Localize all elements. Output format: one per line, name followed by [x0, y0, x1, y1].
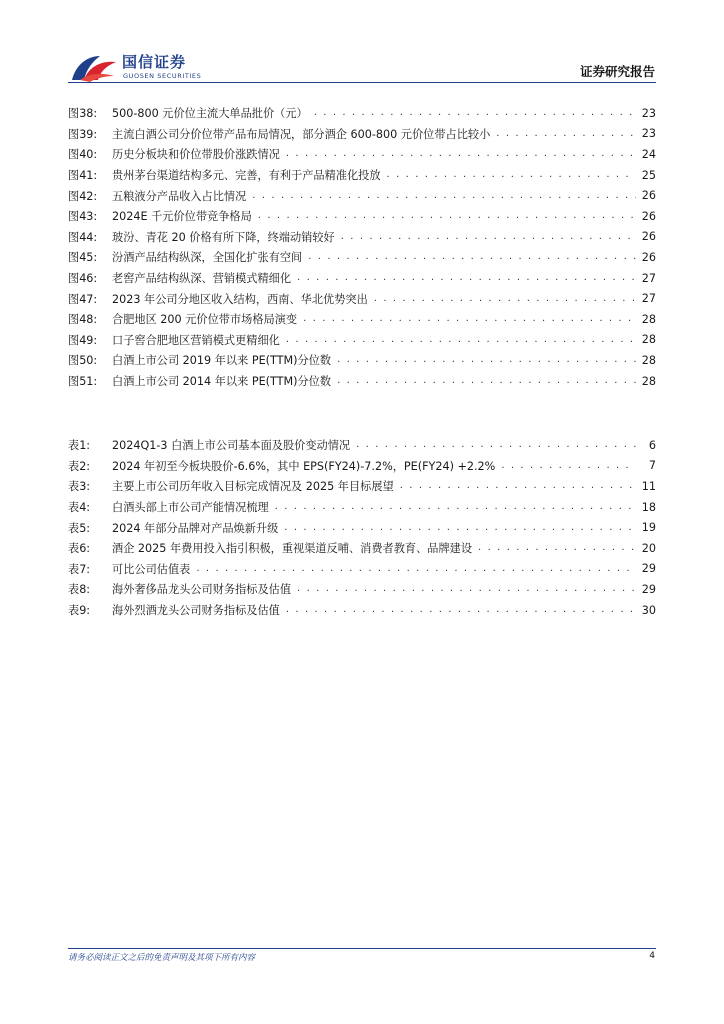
dot-leader [496, 129, 635, 139]
entry-title: 主要上市公司历年收入目标完成情况及 2025 年目标展望 [112, 480, 394, 494]
dot-leader [400, 481, 636, 491]
dot-leader [356, 440, 636, 450]
dot-leader [387, 170, 636, 180]
dot-leader [501, 461, 636, 471]
toc-entry-table[interactable] [68, 600, 656, 621]
entry-label: 表6: [68, 542, 91, 556]
toc-entry-table[interactable] [68, 435, 656, 456]
entry-page: 24 [641, 147, 656, 161]
entry-label: 表1: [68, 439, 91, 453]
toc-entry-figure[interactable] [68, 165, 656, 186]
entry-title: 500-800 元价位主流大单品批价（元） [112, 107, 308, 121]
toc-entry-table[interactable] [68, 579, 656, 600]
entry-page: 23 [641, 106, 656, 120]
entry-label: 表2: [68, 459, 91, 473]
entry-label: 图49: [68, 333, 98, 347]
dot-leader [275, 502, 636, 512]
entry-page: 29 [641, 562, 656, 576]
entry-title: 2023 年公司分地区收入结构，西南、华北优势突出 [112, 292, 368, 306]
entry-title: 可比公司估值表 [112, 562, 191, 576]
entry-label: 图48: [68, 313, 98, 327]
entry-title: 口子窖合肥地区营销模式更精细化 [112, 333, 280, 347]
entry-page: 27 [641, 271, 656, 285]
entry-title: 酒企 2025 年费用投入指引积极，重视渠道反哺、消费者教育、品牌建设 [112, 542, 473, 556]
dot-leader [341, 232, 636, 242]
entry-page: 11 [641, 479, 656, 493]
toc-entry-table[interactable] [68, 456, 656, 477]
guosen-logo-icon [70, 50, 118, 84]
brand-name-cn: 国信证券 [122, 53, 187, 71]
header-divider [68, 82, 656, 83]
toc-entry-table[interactable] [68, 538, 656, 559]
toc-entry-figure[interactable] [68, 350, 656, 371]
entry-label: 图45: [68, 251, 98, 265]
dot-leader [284, 523, 635, 533]
entry-title: 老窖产品结构纵深、营销模式精细化 [112, 272, 292, 286]
entry-title: 海外烈酒龙头公司财务指标及估值 [112, 604, 280, 618]
entry-label: 图43: [68, 210, 98, 224]
entry-label: 图40: [68, 148, 98, 162]
page-header [0, 0, 724, 90]
toc-entry-figure[interactable] [68, 309, 656, 330]
page-number: 4 [649, 951, 655, 961]
entry-label: 图46: [68, 272, 98, 286]
entry-page: 26 [641, 250, 656, 264]
toc-entry-figure[interactable] [68, 371, 656, 392]
entry-title: 海外奢侈品龙头公司财务指标及估值 [112, 583, 292, 597]
entry-page: 7 [648, 459, 656, 473]
entry-label: 表5: [68, 521, 91, 535]
entry-page: 28 [641, 374, 656, 388]
entry-title: 合肥地区 200 元价位带市场格局演变 [112, 313, 298, 327]
toc-entry-table[interactable] [68, 517, 656, 538]
toc-entry-figure[interactable] [68, 206, 656, 227]
dot-leader [303, 314, 636, 324]
dot-leader [297, 584, 636, 594]
entry-page: 26 [641, 209, 656, 223]
entry-page: 25 [641, 168, 656, 182]
figure-list [68, 103, 656, 391]
entry-label: 表3: [68, 480, 91, 494]
entry-title: 玻汾、青花 20 价格有所下降，终端动销较好 [112, 230, 335, 244]
entry-title: 历史分板块和价位带股价涨跌情况 [112, 148, 280, 162]
dot-leader [337, 376, 636, 386]
toc-entry-table[interactable] [68, 559, 656, 580]
toc-entry-table[interactable] [68, 476, 656, 497]
entry-label: 图51: [68, 375, 98, 389]
dot-leader [374, 294, 636, 304]
entry-label: 表9: [68, 604, 91, 618]
entry-title: 白酒上市公司 2014 年以来 PE(TTM)分位数 [112, 375, 332, 389]
guosen-logo [70, 50, 210, 86]
entry-label: 图44: [68, 230, 98, 244]
entry-label: 表7: [68, 562, 91, 576]
dot-leader [286, 335, 636, 345]
toc-entry-figure[interactable] [68, 288, 656, 309]
toc-entry-figure[interactable] [68, 330, 656, 351]
dot-leader [478, 543, 636, 553]
dot-leader [308, 252, 636, 262]
entry-title: 主流白酒公司分价位带产品布局情况，部分酒企 600-800 元价位带占比较小 [112, 127, 491, 141]
entry-page: 19 [641, 521, 656, 535]
footer-disclaimer: 请务必阅读正文之后的免责声明及其项下所有内容 [68, 953, 256, 963]
dot-leader [286, 605, 636, 615]
report-type-label: 证券研究报告 [579, 64, 655, 79]
toc-entry-table[interactable] [68, 497, 656, 518]
toc-entry-figure[interactable] [68, 268, 656, 289]
entry-title: 2024 年初至今板块股价-6.6%，其中 EPS(FY24)-7.2%，PE(FY24) +2.2% [112, 459, 496, 473]
dot-leader [297, 273, 636, 283]
entry-page: 28 [641, 312, 656, 326]
entry-label: 图42: [68, 189, 98, 203]
entry-label: 图41: [68, 169, 98, 183]
entry-label: 图38: [68, 107, 98, 121]
toc-entry-figure[interactable] [68, 124, 656, 145]
entry-title: 汾酒产品结构纵深，全国化扩张有空间 [112, 251, 303, 265]
dot-leader [337, 355, 636, 365]
brand-name-en: GUOSEN SECURITIES [123, 72, 202, 80]
entry-page: 23 [641, 127, 656, 141]
entry-page: 27 [641, 292, 656, 306]
toc-entry-figure[interactable] [68, 227, 656, 248]
entry-page: 18 [641, 500, 656, 514]
dot-leader [196, 564, 635, 574]
entry-page: 20 [641, 541, 656, 555]
entry-label: 图47: [68, 292, 98, 306]
dot-leader [252, 191, 635, 201]
entry-page: 30 [641, 603, 656, 617]
footer-divider [68, 948, 656, 949]
entry-title: 白酒头部上市公司产能情况梳理 [112, 501, 269, 515]
entry-title: 2024E 千元价位带竞争格局 [112, 210, 252, 224]
entry-page: 26 [641, 230, 656, 244]
entry-page: 29 [641, 582, 656, 596]
entry-page: 6 [648, 438, 656, 452]
entry-title: 五粮液分产品收入占比情况 [112, 189, 247, 203]
entry-page: 26 [641, 189, 656, 203]
entry-label: 表4: [68, 501, 91, 515]
toc-entry-figure[interactable] [68, 247, 656, 268]
entry-title: 白酒上市公司 2019 年以来 PE(TTM)分位数 [112, 354, 332, 368]
entry-title: 2024 年部分品牌对产品焕新升级 [112, 521, 279, 535]
entry-label: 图50: [68, 354, 98, 368]
toc-entry-figure[interactable] [68, 144, 656, 165]
toc-entry-figure[interactable] [68, 103, 656, 124]
entry-label: 表8: [68, 583, 91, 597]
entry-title: 2024Q1-3 白酒上市公司基本面及股价变动情况 [112, 439, 351, 453]
table-list [68, 435, 656, 620]
entry-page: 28 [641, 353, 656, 367]
dot-leader [258, 211, 636, 221]
entry-label: 图39: [68, 127, 98, 141]
dot-leader [286, 149, 636, 159]
dot-leader [314, 108, 636, 118]
toc-entry-figure[interactable] [68, 185, 656, 206]
entry-title: 贵州茅台渠道结构多元、完善，有利于产品精准化投放 [112, 169, 381, 183]
entry-page: 28 [641, 333, 656, 347]
